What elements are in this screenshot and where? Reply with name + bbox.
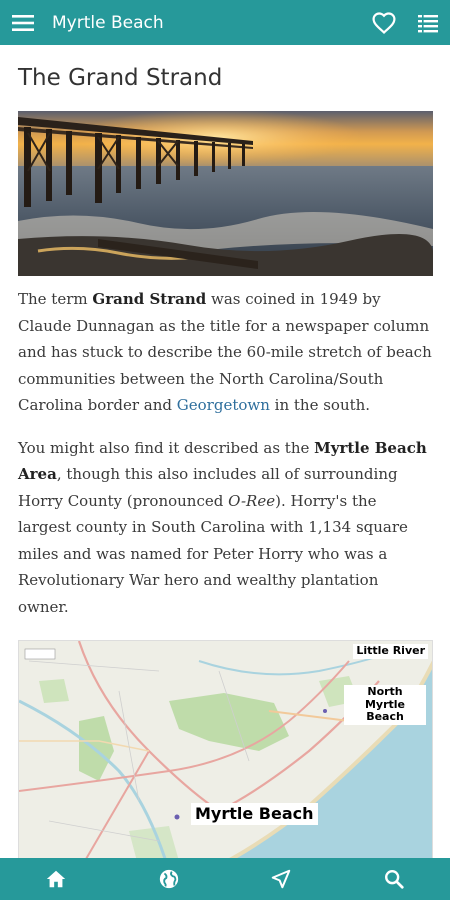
- favorite-button[interactable]: [362, 0, 406, 45]
- bottom-navigation: [0, 858, 450, 900]
- home-icon: [45, 868, 67, 890]
- intro-text-1: The term: [18, 290, 93, 308]
- area-text-2: , though this also includes all of surrounding Horry County (pronounced: [18, 465, 398, 510]
- area-map[interactable]: [18, 640, 433, 858]
- area-paragraph: [18, 435, 432, 621]
- georgetown-link[interactable]: Georgetown: [176, 396, 270, 414]
- term-myrtle-beach-area: Myrtle Beach Area: [18, 438, 427, 483]
- globe-icon: [158, 868, 180, 890]
- search-icon: [383, 868, 405, 890]
- navigation-arrow-icon: [270, 868, 292, 890]
- article-content[interactable]: [0, 45, 450, 858]
- map-label-little-river: Little River: [353, 644, 428, 659]
- intro-text-2: was coined in 1949 by Claude Dunnagan as the title for a newspaper column and has stuck to describe the 60-mile stretch of beach communities between the North Carolina/South Carolina border and: [18, 290, 432, 414]
- heart-icon: [372, 12, 396, 34]
- pronunciation: O-Ree: [228, 491, 276, 510]
- nav-search-button[interactable]: [364, 858, 424, 900]
- map-label-north-myrtle-beach: North Myrtle Beach: [344, 685, 426, 725]
- nav-explore-button[interactable]: [139, 858, 199, 900]
- intro-paragraph: [18, 286, 432, 419]
- page-title: The Grand Strand: [18, 65, 223, 91]
- map-label-myrtle-beach: Myrtle Beach: [191, 803, 318, 825]
- hamburger-menu-icon: [12, 14, 34, 32]
- nav-directions-button[interactable]: [251, 858, 311, 900]
- list-icon: [416, 12, 440, 34]
- area-text-3: ). Horry's the largest county in South Carolina with 1,134 square miles and was named for Peter Horry who was a Revolutionary War hero and wealthy plantation owner.: [18, 491, 408, 616]
- app-title: Myrtle Beach: [52, 12, 164, 33]
- app-bar: [0, 0, 450, 45]
- list-button[interactable]: [406, 0, 450, 45]
- intro-text-3: in the south.: [269, 396, 371, 414]
- term-grand-strand: Grand Strand: [92, 290, 207, 308]
- pier-sunset-photo: [18, 111, 433, 276]
- nav-home-button[interactable]: [26, 858, 86, 900]
- menu-button[interactable]: [0, 0, 46, 45]
- map-graphic: [19, 641, 433, 858]
- area-text-1: You might also find it described as the: [18, 438, 315, 457]
